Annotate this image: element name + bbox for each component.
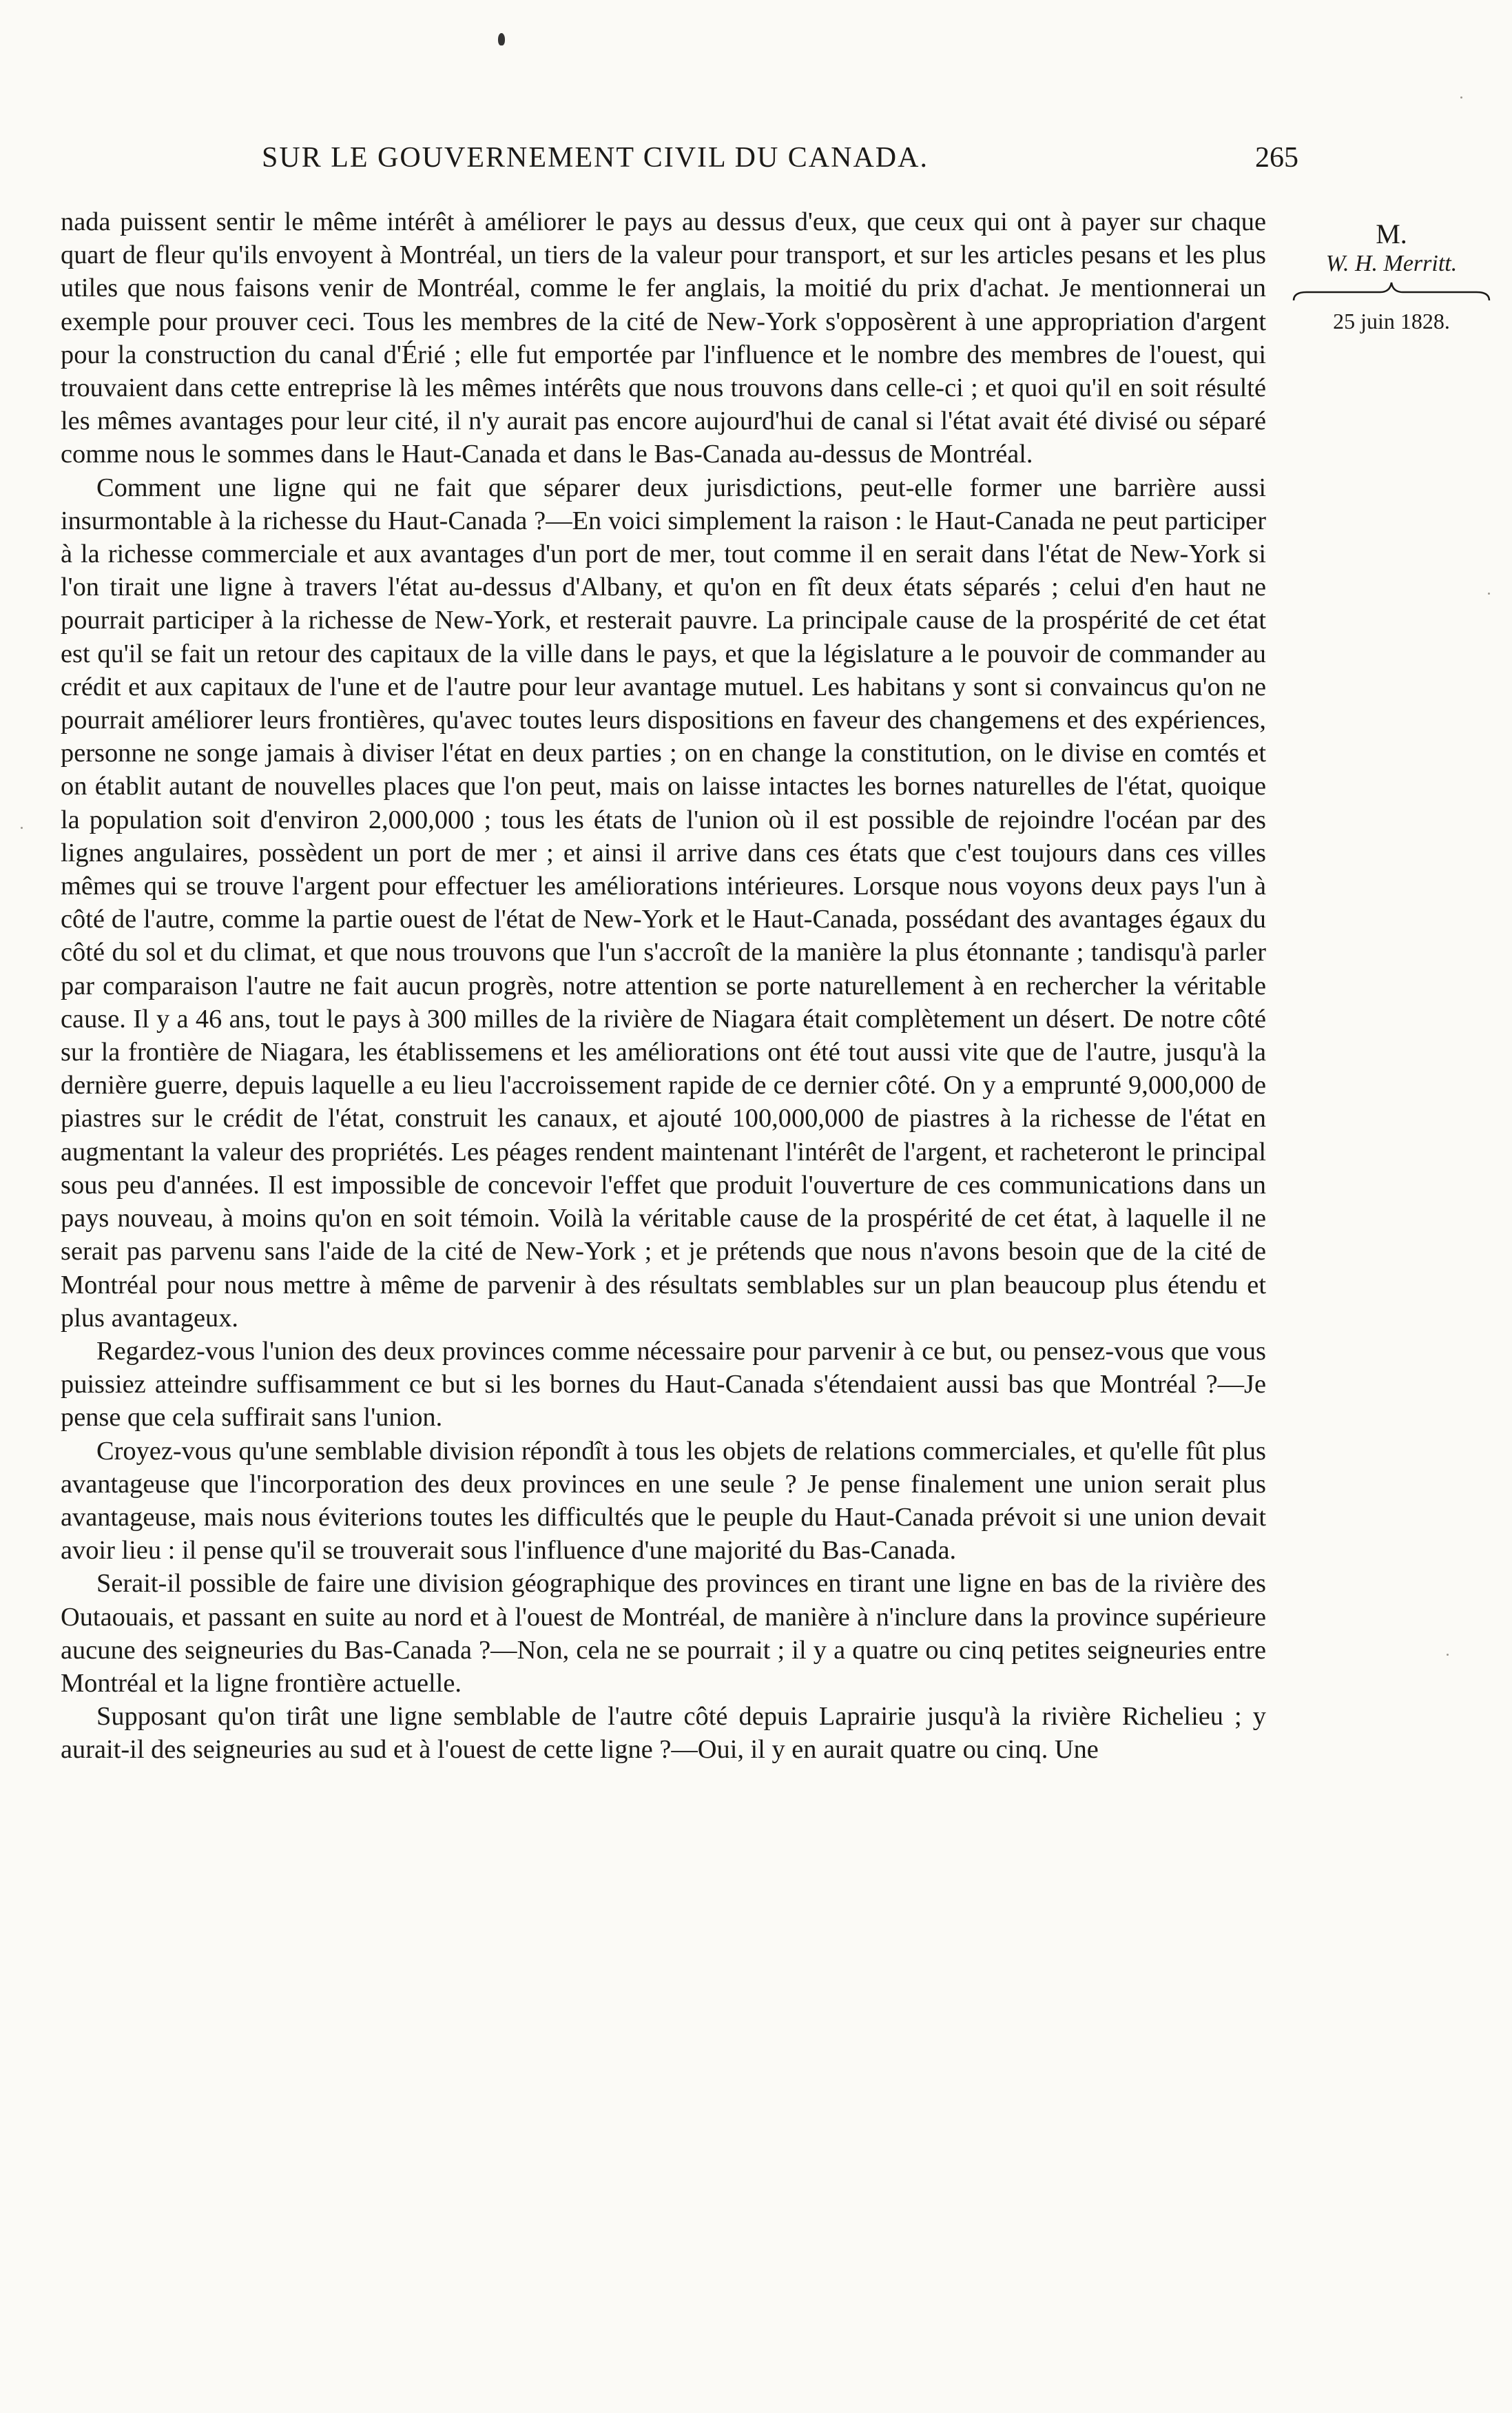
paragraph: Comment une ligne qui ne fait que séparer deux jurisdictions, peut-elle former une barrière aussi insurmontable à la richesse du Haut-Canada ?—En voici simplement la raison : le Haut-Canada ne peut participer à la richesse commerciale et aux avantages d'un port de mer, tout comme il en serait dans l'état de New-York si l'on tirait une ligne à travers l'état au-dessus d'Albany, et qu'on en fît deux états séparés ; celui d'en haut ne pourrait participer à la richesse de New-York, et resterait pauvre. La principale cause de la prospérité de cet état est qu'il se fait un retour des capitaux de la ville dans le pays, et que la législature a le pouvoir de commander au crédit et aux capitaux de l'une et de l'autre pour leur avantage mutuel. Les habitans y sont si convaincus qu'on ne pourrait améliorer leurs frontières, qu'avec toutes leurs dispositions en faveur des changemens et des expériences, personne ne songe jamais à diviser l'état en deux parties ; on en change la constitution, on le divise en comtés et on établit autant de nouvelles places que l'on peut, mais on laisse intactes les bornes naturelles de l'état, quoique la population soit d'environ 2,000,000 ; tous les états de l'union où il est possible de rejoindre l'océan par des lignes angulaires, possèdent un port de mer ; et ainsi il arrive dans ces états que c'est toujours dans ces villes mêmes qui se trouve l'argent pour effectuer les améliorations intérieures. Lorsque nous voyons deux pays l'un à côté de l'autre, comme la partie ouest de l'état de New-York et le Haut-Canada, possédant des avantages égaux du côté du sol et du climat, et que nous trouvons que l'un s'accroît de la manière la plus étonnante ; tandisqu'à parler par comparaison l'autre ne fait aucun progrès, notre attention se porte naturellement à en rechercher la véritable cause. Il y a 46 ans, tout le pays à 300 milles de la rivière de Niagara était complètement un désert. De notre côté sur la frontière de Niagara, les établissemens et les améliorations ont été tout aussi vite que de l'autre, jusqu'à la dernière guerre, depuis laquelle a eu lieu l'accroissement rapide de ce dernier côté. On y a emprunté 9,000,000 de piastres sur le crédit de l'état, construit les canaux, et ajouté 100,000,000 de piastres à la richesse de l'état en augmentant la valeur des propriétés. Les péages rendent maintenant l'intérêt de l'argent, et racheteront le principal sous peu d'années. Il est impossible de concevoir l'effet que produit l'ouverture de ces communications dans un pays nouveau, à moins qu'on en soit témoin. Voilà la véritable cause de la prospérité de cet état, à laquelle il ne serait pas parvenu sans l'aide de la cité de New-York ; et je prétends que nous n'avons besoin que de la cité de Montréal pour nous mettre à même de parvenir à des résultats semblables sur un plan beaucoup plus étendu et plus avantageux. — [61, 473, 1266, 1333]
paragraph: Regardez-vous l'union des deux provinces comme nécessaire pour parvenir à ce but, ou pensez-vous que vous puissiez atteindre suffisamment ce but si les bornes du Haut-Canada s'étendaient aussi bas que Montréal ?—Je pense que cela suffirait sans l'union. — [61, 1336, 1266, 1433]
paper-speck — [1460, 96, 1462, 99]
ink-blot — [498, 33, 505, 45]
paragraph: Croyez-vous qu'une semblable division répondît à tous les objets de relations commerciales, et qu'elle fût plus avantageuse que l'incorporation des deux provinces en une seule ? Je pense finalement une union serait plus avantageuse, mais nous éviterions toutes les difficultés que le peuple du Haut-Canada prévoit si une union devait avoir lieu : il pense qu'il se trouverait sous l'influence d'une majorité du Bas-Canada. — [61, 1436, 1266, 1565]
paper-speck — [1447, 1654, 1449, 1656]
page-number: 265 — [1255, 142, 1298, 174]
body-text — [61, 205, 1266, 1767]
brace-rule — [1292, 280, 1491, 307]
speaker-margin-note — [1288, 219, 1495, 335]
paragraph: Serait-il possible de faire une division géographique des provinces en tirant une ligne en bas de la rivière des Outaouais, et passant en suite au nord et à l'ouest de Montréal, de manière à n'inclure dans la province supérieure aucune des seigneuries du Bas-Canada ?—Non, cela ne se pourrait ; il y a quatre ou cinq petites seigneuries entre Montréal et la ligne frontière actuelle. — [61, 1569, 1266, 1698]
speaker-initial: M. — [1376, 218, 1407, 249]
paragraph: nada puissent sentir le même intérêt à améliorer le pays au dessus d'eux, que ceux qui ont à payer sur chaque quart de fleur qu'ils envoyent à Montréal, un tiers de la valeur pour transport, et sur les articles pesans et les plus utiles que nous faisons venir de Montréal, comme le fer anglais, la moitié du prix d'achat. Je mentionnerai un exemple pour prouver ceci. Tous les membres de la cité de New-York s'opposèrent à une appropriation d'argent pour la construction du canal d'Érié ; elle fut emportée par l'influence et le nombre des membres de l'ouest, qui trouvaient dans cette entreprise là les mêmes intérêts que nous trouvons dans celle-ci ; et quoi qu'il en soit résulté les mêmes avantages pour leur cité, il n'y aurait pas encore aujourd'hui de canal si l'état avait été divisé ou séparé comme nous le sommes dans le Haut-Canada et dans le Bas-Canada au-dessus de Montréal. — [61, 207, 1266, 469]
paper-speck — [21, 827, 23, 829]
paragraph: Supposant qu'on tirât une ligne semblable de l'autre côté depuis Laprairie jusqu'à la rivière Richelieu ; y aurait-il des seigneuries au sud et à l'ouest de cette ligne ?—Oui, il y en aurait quatre ou cinq. Une — [61, 1702, 1266, 1765]
brace-icon — [1292, 280, 1491, 307]
speaker-date: 25 juin 1828. — [1333, 309, 1450, 333]
running-head — [262, 141, 1298, 183]
running-title: SUR LE GOUVERNEMENT CIVIL DU CANADA. — [262, 142, 929, 174]
paper-speck — [1488, 593, 1490, 595]
speaker-name: W. H. Merritt. — [1325, 251, 1458, 276]
